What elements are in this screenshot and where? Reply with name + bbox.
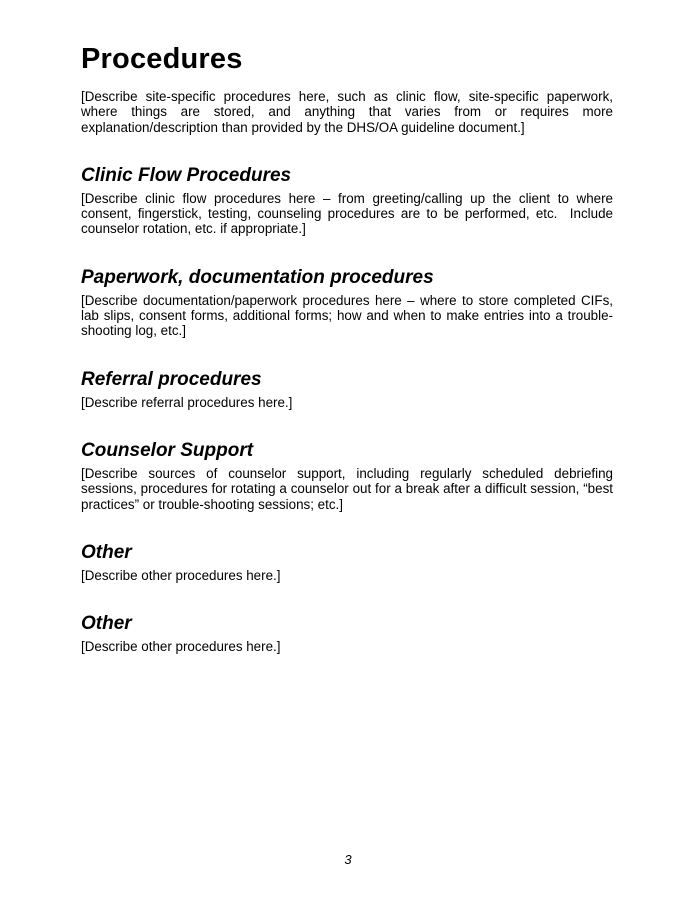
- section-paragraph-referral-procedures: [Describe referral procedures here.]: [81, 394, 293, 410]
- section-heading-referral-procedures: Referral procedures: [81, 368, 262, 390]
- section-paragraph-paperwork-documentation: [Describe documentation/paperwork procedures here – where to store completed CIFs, lab slips, consent forms, additional forms; how and when to make entries into a trouble-shooting log, etc.]: [81, 292, 613, 339]
- page-title: Procedures: [81, 43, 243, 75]
- section-other-2: [81, 613, 613, 654]
- section-heading-counselor-support: Counselor Support: [81, 439, 254, 461]
- section-counselor-support: [81, 440, 613, 512]
- section-paperwork-documentation: [81, 267, 613, 339]
- document-content: [81, 0, 613, 654]
- section-heading-other-2: Other: [81, 613, 132, 635]
- section-clinic-flow-procedures: [81, 165, 613, 237]
- section-heading-other-1: Other: [81, 541, 132, 563]
- section-heading-clinic-flow-procedures: Clinic Flow Procedures: [81, 164, 292, 186]
- page-number: 3: [344, 852, 352, 867]
- page-footer: [0, 852, 696, 867]
- section-paragraph-other-1: [Describe other procedures here.]: [81, 567, 281, 583]
- section-paragraph-other-2: [Describe other procedures here.]: [81, 639, 281, 655]
- section-paragraph-clinic-flow-procedures: [Describe clinic flow procedures here – from greeting/calling up the client to where consent, fingerstick, testing, counseling procedures are to be performed, etc. Include counselor rotation, etc. if appropriate.]: [81, 190, 613, 237]
- section-other-1: [81, 542, 613, 583]
- section-referral-procedures: [81, 369, 613, 410]
- section-paragraph-counselor-support: [Describe sources of counselor support, including regularly scheduled debriefing sessions, procedures for rotating a counselor out for a break after a difficult session, “best practices” or trouble-shooting sessions; etc.]: [81, 465, 613, 512]
- intro-paragraph: [Describe site-specific procedures here, such as clinic flow, site-specific paperwork, where things are stored, and anything that varies from or requires more explanation/description than provided by the DHS/OA guideline document.]: [81, 89, 613, 135]
- section-heading-paperwork-documentation: Paperwork, documentation procedures: [81, 266, 434, 288]
